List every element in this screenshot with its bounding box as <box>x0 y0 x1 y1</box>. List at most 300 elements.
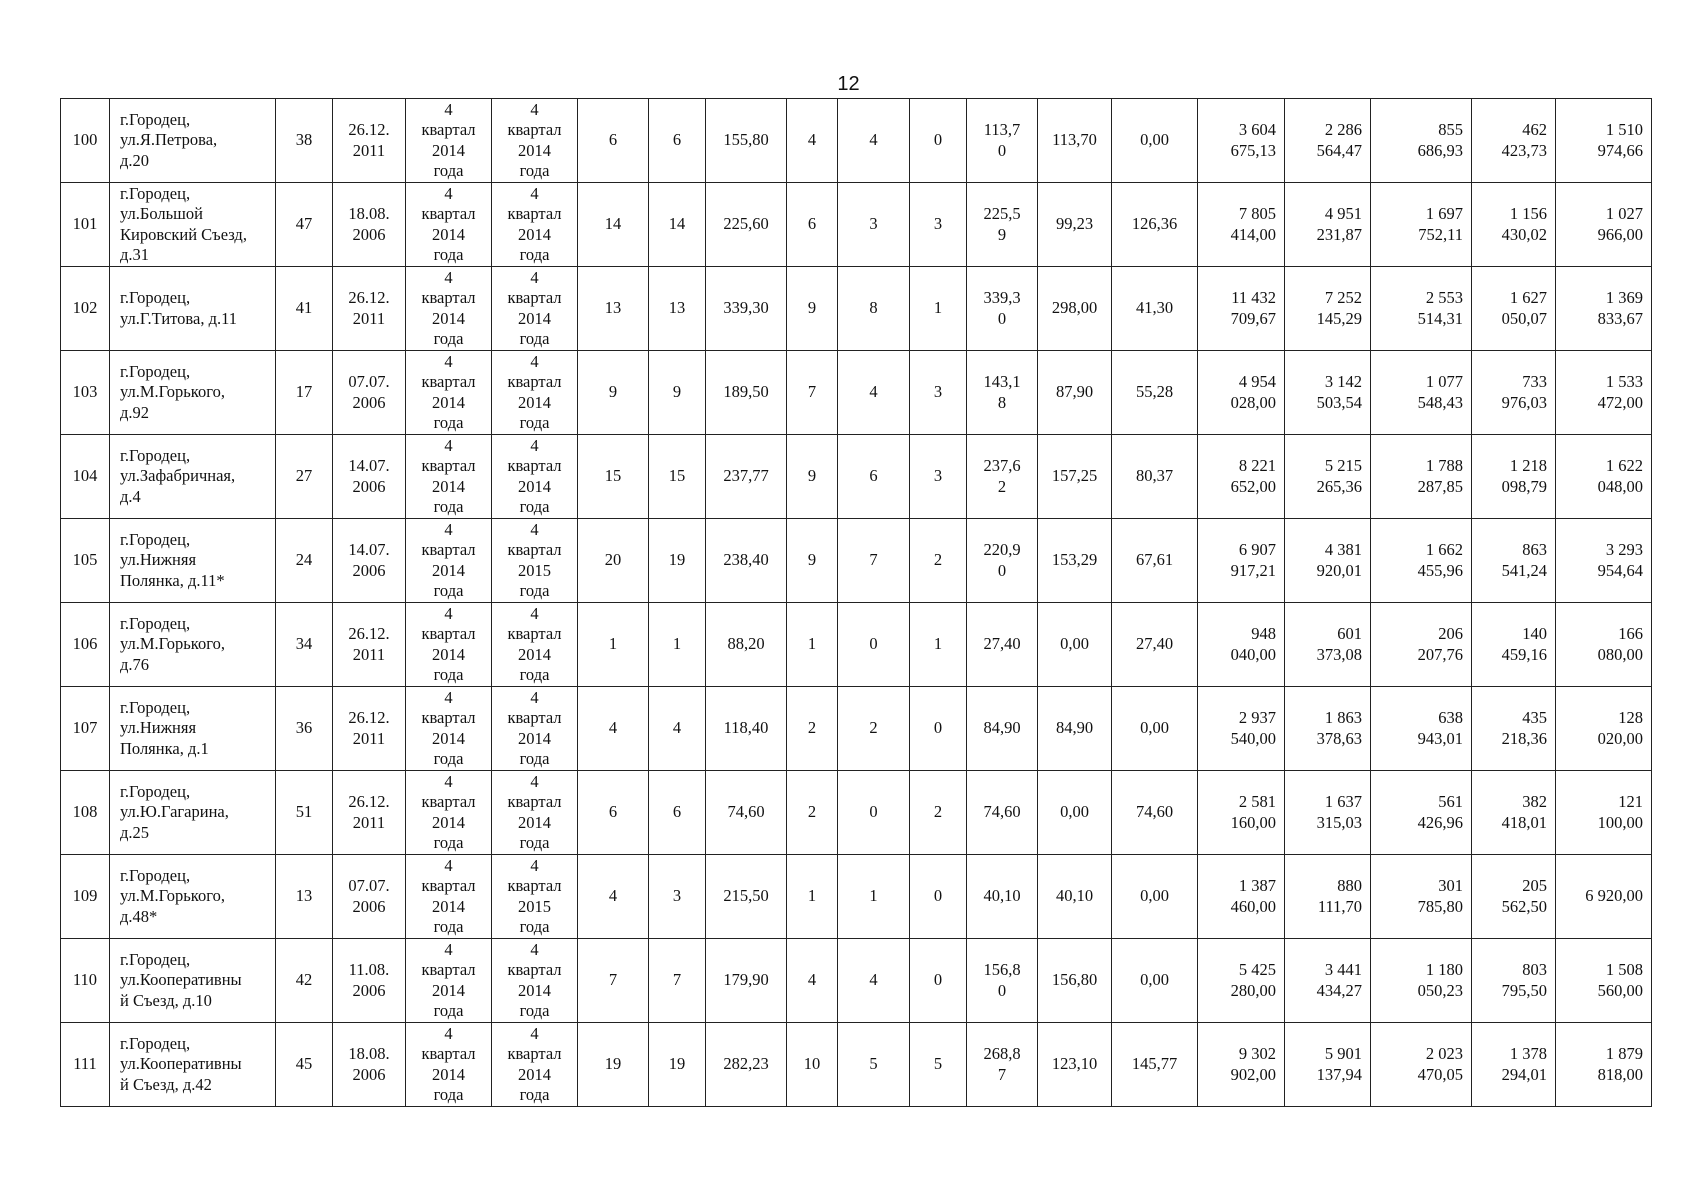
cell-text: 153,29 <box>1051 550 1098 570</box>
cell-text: 11 432 709,67 <box>1230 288 1276 328</box>
cell-text: г.Городец, ул.Нижняя Полянка, д.1 <box>120 697 209 758</box>
cell-text: 1 387 460,00 <box>1230 876 1276 916</box>
cell-text: 108 <box>72 802 98 822</box>
cell-text: 0,00 <box>1140 970 1169 990</box>
area-cell-13 <box>967 519 1038 603</box>
cost-cell-17 <box>1285 771 1371 855</box>
cell-text: 7 252 145,29 <box>1316 288 1362 328</box>
cell-text: 26.12. 2011 <box>348 120 390 160</box>
quarter-start-cell <box>406 99 492 183</box>
cell-text: 2 023 470,05 <box>1417 1044 1463 1084</box>
cost-total-cell <box>1198 687 1285 771</box>
area-cell-14 <box>1038 687 1112 771</box>
cell-text: 4 квартал 2015 года <box>507 855 562 936</box>
address-cell <box>110 435 276 519</box>
cell-text: 4 <box>608 718 618 738</box>
cell-col-7 <box>578 351 649 435</box>
table-row <box>61 1023 1652 1107</box>
quarter-start-cell <box>406 603 492 687</box>
cell-col-11 <box>838 435 910 519</box>
cell-text: 4 квартал 2014 года <box>421 687 476 768</box>
quarter-end-cell <box>492 771 578 855</box>
cell-text: 5 215 265,36 <box>1316 456 1362 496</box>
cell-text: 206 207,76 <box>1417 624 1463 664</box>
cell-text: г.Городец, ул.Нижняя Полянка, д.11* <box>120 529 225 590</box>
area-cell-13 <box>967 267 1038 351</box>
area-cell-14 <box>1038 519 1112 603</box>
cell-col-11 <box>838 183 910 267</box>
cell-text: 4 квартал 2014 года <box>421 99 476 180</box>
area-cell-13 <box>967 939 1038 1023</box>
area-cell-14 <box>1038 267 1112 351</box>
cell-text: 126,36 <box>1131 214 1178 234</box>
table-row <box>61 771 1652 855</box>
address-cell <box>110 267 276 351</box>
cell-text: 1 863 378,63 <box>1316 708 1362 748</box>
cell-text: 1 027 966,00 <box>1597 204 1643 244</box>
cell-text: 7 <box>608 970 618 990</box>
cell-text: 9 <box>608 382 618 402</box>
cell-text: 143,1 8 <box>983 372 1021 412</box>
cost-cell-19 <box>1472 1023 1556 1107</box>
cell-text: 156,8 0 <box>983 960 1021 1000</box>
cell-text: 19 <box>604 1054 622 1074</box>
cost-cell-20 <box>1556 603 1652 687</box>
cell-text: 1 637 315,03 <box>1316 792 1362 832</box>
cell-text: 111 <box>73 1054 97 1074</box>
quarter-start-cell <box>406 435 492 519</box>
cell-col-8 <box>649 939 706 1023</box>
cell-text: 179,90 <box>723 970 769 990</box>
cell-text: 4 квартал 2014 года <box>507 687 562 768</box>
date-cell <box>333 183 406 267</box>
cell-text: г.Городец, ул.М.Горького, д.92 <box>120 361 225 422</box>
cell-text: 27,40 <box>983 634 1021 654</box>
area-total-cell <box>706 855 787 939</box>
cell-text: 6 <box>672 130 682 150</box>
area-total-cell <box>706 99 787 183</box>
cell-text: 4 квартал 2014 года <box>421 771 476 852</box>
area-cell-13 <box>967 687 1038 771</box>
cell-text: 14.07. 2006 <box>348 456 390 496</box>
area-cell-13 <box>967 771 1038 855</box>
cell-col-7 <box>578 855 649 939</box>
address-cell <box>110 855 276 939</box>
cell-text: 3 142 503,54 <box>1316 372 1362 412</box>
date-cell <box>333 267 406 351</box>
cell-text: 1 <box>869 886 878 906</box>
cost-cell-18 <box>1371 771 1472 855</box>
quarter-start-cell <box>406 771 492 855</box>
cost-cell-17 <box>1285 435 1371 519</box>
cell-text: 26.12. 2011 <box>348 708 390 748</box>
area-cell-14 <box>1038 1023 1112 1107</box>
cell-text: 157,25 <box>1051 466 1098 486</box>
cell-col-11 <box>838 939 910 1023</box>
row-number-cell <box>61 855 110 939</box>
area-cell-15 <box>1112 855 1198 939</box>
cell-col-12 <box>910 435 967 519</box>
cell-text: 880 111,70 <box>1317 876 1362 916</box>
cell-text: 2 553 514,31 <box>1417 288 1463 328</box>
cell-text: 5 901 137,94 <box>1316 1044 1362 1084</box>
cell-text: 07.07. 2006 <box>348 372 390 412</box>
cost-total-cell <box>1198 351 1285 435</box>
table-row <box>61 99 1652 183</box>
cell-text: 4 <box>608 886 618 906</box>
cell-text: 4 квартал 2014 года <box>507 351 562 432</box>
cost-cell-18 <box>1371 855 1472 939</box>
area-cell-13 <box>967 351 1038 435</box>
area-cell-14 <box>1038 351 1112 435</box>
cell-text: 38 <box>295 130 313 150</box>
quarter-start-cell <box>406 519 492 603</box>
cell-text: 9 <box>807 298 817 318</box>
cell-text: 4 квартал 2014 года <box>421 183 476 264</box>
date-cell <box>333 351 406 435</box>
cost-cell-18 <box>1371 939 1472 1023</box>
cell-text: 0,00 <box>1140 130 1169 150</box>
cell-col-8 <box>649 183 706 267</box>
cell-text: 100 <box>72 130 98 150</box>
quarter-end-cell <box>492 855 578 939</box>
quarter-end-cell <box>492 183 578 267</box>
row-number-cell <box>61 99 110 183</box>
cell-text: 1 <box>608 634 618 654</box>
cell-col-3 <box>276 99 333 183</box>
cell-text: 3 441 434,27 <box>1316 960 1362 1000</box>
cell-text: 26.12. 2011 <box>348 792 390 832</box>
area-cell-15 <box>1112 351 1198 435</box>
address-cell <box>110 1023 276 1107</box>
cell-text: 47 <box>295 214 313 234</box>
cell-text: 4 квартал 2014 года <box>421 435 476 516</box>
cell-text: 4 квартал 2014 года <box>421 603 476 684</box>
cost-cell-19 <box>1472 351 1556 435</box>
cell-col-7 <box>578 771 649 855</box>
quarter-start-cell <box>406 687 492 771</box>
cell-col-12 <box>910 519 967 603</box>
date-cell <box>333 519 406 603</box>
cell-text: 1 510 974,66 <box>1597 120 1643 160</box>
cell-text: 9 302 902,00 <box>1230 1044 1276 1084</box>
area-total-cell <box>706 435 787 519</box>
area-total-cell <box>706 603 787 687</box>
cell-col-10 <box>787 183 838 267</box>
table-row <box>61 603 1652 687</box>
cell-text: 1 369 833,67 <box>1597 288 1643 328</box>
cell-text: г.Городец, ул.Кооперативны й Съезд, д.42 <box>120 1033 242 1094</box>
cell-text: 6 920,00 <box>1585 886 1643 906</box>
cell-text: 9 <box>807 466 817 486</box>
cell-col-7 <box>578 267 649 351</box>
cell-text: 238,40 <box>723 550 769 570</box>
area-cell-14 <box>1038 435 1112 519</box>
cell-text: 4 квартал 2014 года <box>507 603 562 684</box>
cost-cell-17 <box>1285 267 1371 351</box>
area-cell-14 <box>1038 855 1112 939</box>
area-cell-14 <box>1038 99 1112 183</box>
cost-cell-20 <box>1556 351 1652 435</box>
cell-col-8 <box>649 687 706 771</box>
area-total-cell <box>706 687 787 771</box>
cost-total-cell <box>1198 939 1285 1023</box>
quarter-start-cell <box>406 855 492 939</box>
cost-cell-17 <box>1285 519 1371 603</box>
cell-text: 1 <box>807 886 817 906</box>
cell-text: 298,00 <box>1051 298 1098 318</box>
cost-cell-19 <box>1472 99 1556 183</box>
area-cell-13 <box>967 1023 1038 1107</box>
cell-text: 803 795,50 <box>1501 960 1547 1000</box>
cell-text: 4 381 920,01 <box>1316 540 1362 580</box>
cell-text: 268,8 7 <box>983 1044 1021 1084</box>
quarter-start-cell <box>406 183 492 267</box>
cost-total-cell <box>1198 99 1285 183</box>
cell-text: 3 <box>672 886 682 906</box>
area-cell-15 <box>1112 939 1198 1023</box>
cell-text: 15 <box>604 466 622 486</box>
cell-text: 3 <box>869 214 878 234</box>
cell-text: 1 697 752,11 <box>1418 204 1463 244</box>
address-cell <box>110 99 276 183</box>
cell-text: 106 <box>72 634 98 654</box>
cell-col-10 <box>787 687 838 771</box>
row-number-cell <box>61 267 110 351</box>
address-cell <box>110 939 276 1023</box>
cell-text: 863 541,24 <box>1501 540 1547 580</box>
cell-text: 4 <box>869 382 878 402</box>
cell-col-10 <box>787 1023 838 1107</box>
cell-text: 2 581 160,00 <box>1230 792 1276 832</box>
date-cell <box>333 855 406 939</box>
cell-text: 4 951 231,87 <box>1316 204 1362 244</box>
cell-text: 9 <box>807 550 817 570</box>
table-row <box>61 855 1652 939</box>
cell-col-7 <box>578 435 649 519</box>
cell-text: 27 <box>295 466 313 486</box>
row-number-cell <box>61 771 110 855</box>
area-cell-15 <box>1112 771 1198 855</box>
cell-col-11 <box>838 519 910 603</box>
cell-text: 36 <box>295 718 313 738</box>
quarter-end-cell <box>492 603 578 687</box>
cell-text: 2 <box>807 802 817 822</box>
cell-text: 55,28 <box>1135 382 1174 402</box>
cell-text: 1 378 294,01 <box>1501 1044 1547 1084</box>
cell-col-8 <box>649 99 706 183</box>
cell-col-11 <box>838 771 910 855</box>
cell-text: 40,10 <box>1055 886 1094 906</box>
quarter-end-cell <box>492 519 578 603</box>
cost-cell-18 <box>1371 687 1472 771</box>
cell-col-11 <box>838 351 910 435</box>
cost-cell-19 <box>1472 183 1556 267</box>
cell-text: 638 943,01 <box>1417 708 1463 748</box>
cell-text: 110 <box>72 970 98 990</box>
cell-text: 282,23 <box>723 1054 769 1074</box>
cost-cell-20 <box>1556 687 1652 771</box>
cell-col-3 <box>276 855 333 939</box>
cell-text: 1 508 560,00 <box>1597 960 1643 1000</box>
cell-text: 07.07. 2006 <box>348 876 390 916</box>
quarter-end-cell <box>492 351 578 435</box>
cell-text: 14.07. 2006 <box>348 540 390 580</box>
cell-text: 121 100,00 <box>1597 792 1643 832</box>
cost-cell-20 <box>1556 939 1652 1023</box>
cost-total-cell <box>1198 183 1285 267</box>
date-cell <box>333 771 406 855</box>
cost-cell-19 <box>1472 939 1556 1023</box>
cell-text: 1 662 455,96 <box>1417 540 1463 580</box>
cell-text: 1 156 430,02 <box>1501 204 1547 244</box>
cell-text: 24 <box>295 550 313 570</box>
cell-text: 6 <box>869 466 878 486</box>
cell-text: 42 <box>295 970 313 990</box>
cell-text: г.Городец, ул.Г.Титова, д.11 <box>120 288 237 328</box>
cell-text: 13 <box>295 886 313 906</box>
cell-text: 4 квартал 2014 года <box>507 267 562 348</box>
cell-col-7 <box>578 939 649 1023</box>
address-cell <box>110 519 276 603</box>
cell-text: 102 <box>72 298 98 318</box>
area-cell-15 <box>1112 519 1198 603</box>
cell-text: 189,50 <box>723 382 769 402</box>
cell-text: 2 <box>933 802 943 822</box>
cell-text: 5 425 280,00 <box>1230 960 1276 1000</box>
cost-cell-19 <box>1472 435 1556 519</box>
cost-total-cell <box>1198 1023 1285 1107</box>
area-total-cell <box>706 771 787 855</box>
cost-cell-18 <box>1371 519 1472 603</box>
cell-text: 0,00 <box>1140 718 1169 738</box>
cost-cell-19 <box>1472 603 1556 687</box>
cell-text: 103 <box>72 382 98 402</box>
cell-text: 4 <box>807 970 817 990</box>
cell-text: 3 293 954,64 <box>1597 540 1643 580</box>
cell-text: 0 <box>933 886 943 906</box>
cell-text: 2 <box>869 718 878 738</box>
cell-text: 4 квартал 2014 года <box>507 939 562 1020</box>
cell-text: 0,00 <box>1060 802 1089 822</box>
area-cell-15 <box>1112 267 1198 351</box>
cell-col-7 <box>578 1023 649 1107</box>
cell-text: 0,00 <box>1140 886 1169 906</box>
cell-text: 41 <box>295 298 313 318</box>
cell-text: 4 квартал 2014 года <box>421 351 476 432</box>
cell-text: 101 <box>72 214 98 234</box>
cell-text: 118,40 <box>723 718 769 738</box>
row-number-cell <box>61 519 110 603</box>
cell-col-7 <box>578 519 649 603</box>
cell-text: 10 <box>803 1054 821 1074</box>
cost-cell-17 <box>1285 939 1371 1023</box>
cost-cell-17 <box>1285 99 1371 183</box>
date-cell <box>333 99 406 183</box>
cell-text: 1 622 048,00 <box>1597 456 1643 496</box>
cell-text: 1 077 548,43 <box>1417 372 1463 412</box>
cell-col-10 <box>787 99 838 183</box>
row-number-cell <box>61 939 110 1023</box>
area-cell-15 <box>1112 1023 1198 1107</box>
cell-text: 4 <box>869 130 878 150</box>
cell-text: 4 квартал 2014 года <box>421 939 476 1020</box>
table-row <box>61 519 1652 603</box>
cell-col-8 <box>649 855 706 939</box>
cell-text: 107 <box>72 718 98 738</box>
date-cell <box>333 603 406 687</box>
cell-text: 5 <box>869 1054 878 1074</box>
cell-text: 113,70 <box>1052 130 1097 150</box>
area-cell-14 <box>1038 183 1112 267</box>
cell-text: 6 <box>672 802 682 822</box>
cell-text: 84,90 <box>983 718 1021 738</box>
quarter-start-cell <box>406 351 492 435</box>
cell-col-11 <box>838 687 910 771</box>
cell-text: 40,10 <box>983 886 1021 906</box>
cell-text: 9 <box>672 382 682 402</box>
cell-text: 26.12. 2011 <box>348 288 390 328</box>
area-cell-15 <box>1112 603 1198 687</box>
area-cell-13 <box>967 603 1038 687</box>
cell-text: 6 <box>807 214 817 234</box>
cell-text: г.Городец, ул.М.Горького, д.48* <box>120 865 225 926</box>
quarter-end-cell <box>492 267 578 351</box>
cost-cell-17 <box>1285 1023 1371 1107</box>
cell-text: 19 <box>668 1054 686 1074</box>
cell-text: 4 квартал 2014 года <box>421 519 476 600</box>
table-row <box>61 435 1652 519</box>
cell-text: 733 976,03 <box>1501 372 1547 412</box>
cell-text: 225,60 <box>723 214 769 234</box>
date-cell <box>333 435 406 519</box>
cell-text: 140 459,16 <box>1501 624 1547 664</box>
table-row <box>61 183 1652 267</box>
area-cell-14 <box>1038 771 1112 855</box>
cost-cell-19 <box>1472 855 1556 939</box>
cost-total-cell <box>1198 267 1285 351</box>
cell-col-11 <box>838 99 910 183</box>
cell-text: 2 286 564,47 <box>1316 120 1362 160</box>
cell-text: 2 937 540,00 <box>1230 708 1276 748</box>
cell-text: 0 <box>933 970 943 990</box>
area-total-cell <box>706 1023 787 1107</box>
cell-text: 4 квартал 2014 года <box>421 267 476 348</box>
cell-text: г.Городец, ул.Кооперативны й Съезд, д.10 <box>120 949 242 1010</box>
cell-text: 45 <box>295 1054 313 1074</box>
cell-col-8 <box>649 351 706 435</box>
cell-text: 6 907 917,21 <box>1230 540 1276 580</box>
cell-text: 14 <box>668 214 686 234</box>
cell-col-8 <box>649 771 706 855</box>
cell-text: 1 627 050,07 <box>1501 288 1547 328</box>
cell-text: 20 <box>604 550 622 570</box>
cell-text: г.Городец, ул.Ю.Гагарина, д.25 <box>120 781 229 842</box>
cell-col-3 <box>276 939 333 1023</box>
cell-col-10 <box>787 435 838 519</box>
cell-text: 18.08. 2006 <box>348 204 390 244</box>
cell-text: 51 <box>295 802 313 822</box>
cell-text: 109 <box>72 886 98 906</box>
cell-text: 1 879 818,00 <box>1597 1044 1643 1084</box>
address-cell <box>110 183 276 267</box>
cell-text: 561 426,96 <box>1417 792 1463 832</box>
cell-col-12 <box>910 99 967 183</box>
cost-cell-18 <box>1371 99 1472 183</box>
table-row <box>61 939 1652 1023</box>
cell-text: 3 <box>933 466 943 486</box>
cost-cell-18 <box>1371 267 1472 351</box>
